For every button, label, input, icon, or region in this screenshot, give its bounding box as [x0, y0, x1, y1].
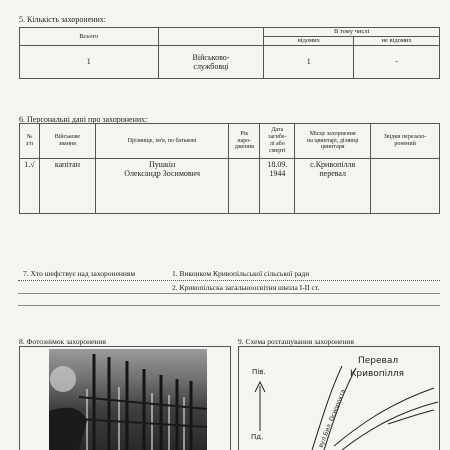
header-death [260, 124, 295, 159]
header-birth [229, 124, 260, 159]
header-category [158, 28, 264, 46]
section8-title: 8. Фотознімок захоронення [19, 337, 106, 346]
road-right-edge [324, 368, 356, 450]
given-names: Олександр Зосимович [124, 169, 200, 179]
header-place-l2: на цвинтарі, ділянці [306, 137, 359, 144]
cell-rank: капітан [39, 159, 95, 214]
cell-unknown: - [354, 46, 440, 79]
header-death-l1: Дата [271, 127, 284, 134]
river-edge-1 [334, 388, 434, 446]
death-year: 1944 [269, 169, 286, 179]
personal-data-table [19, 123, 440, 214]
cell-place [295, 159, 371, 214]
surname: Пушкін [148, 160, 176, 169]
header-total: Всього [20, 28, 159, 46]
cell-total: 1 [20, 46, 159, 79]
guardian-line-2 [18, 293, 440, 294]
header-rank-l1: Військове [54, 134, 81, 141]
section5-title: 5. Кількість захоронених: [19, 15, 107, 24]
sketch-village-label: Кривопілля [350, 369, 405, 379]
cell-category [158, 46, 264, 79]
fence-graphic [49, 349, 207, 450]
header-place-l1: Місце захорнення [309, 130, 356, 137]
header-place [295, 124, 371, 159]
header-including: В тому числі [264, 28, 440, 37]
sketch-road-label: вул.Бил. Осиорохта [317, 388, 348, 449]
place-village: с.Кривопілля [310, 160, 356, 169]
header-unknown: не відомих [354, 37, 440, 46]
category-line2: службовці [193, 62, 229, 71]
cell-reburial [371, 159, 440, 214]
category-line1: Військово- [192, 52, 230, 62]
cell-birth [229, 159, 260, 214]
guardian-1: 1. Виконком Кривопільської сільської ради [172, 269, 310, 278]
header-num [20, 124, 40, 159]
cell-name [95, 159, 229, 214]
header-name: Прізвище, ім'я, по батькові [95, 124, 229, 159]
header-reburial-l2: ронений [394, 141, 416, 147]
header-reburial-l1: Звідки перезахо- [383, 134, 427, 141]
header-num-l2: з/п [25, 141, 34, 147]
sketch-south-label: Пд. [251, 433, 264, 441]
section9-title: 9. Схема розташування захоронення [238, 337, 354, 346]
place-pass: перевал [319, 169, 347, 179]
death-date: 18.09. [267, 160, 288, 169]
header-rank [39, 124, 95, 159]
cell-death [260, 159, 295, 214]
section7-label: 7. Хто шефствує над захороненням [23, 269, 136, 278]
guardian-line-1 [18, 280, 440, 281]
header-known: відомих [264, 37, 354, 46]
header-reburial [371, 124, 440, 159]
sketch-pass-label: Перевал [358, 356, 399, 366]
header-rank-l2: звання [58, 141, 76, 147]
header-place-l3: цвинтаря [320, 144, 345, 151]
header-death-l2: загибе- [268, 134, 287, 141]
guardian-line-3 [18, 305, 440, 306]
guardian-2: 2. Кривопільска загальноосвітня школа І-ІІ ст. [172, 283, 320, 292]
header-num-l1: № [26, 134, 33, 141]
header-birth-l1: Рік [240, 130, 249, 137]
river-edge-2 [342, 402, 438, 450]
header-death-l3: лі або [269, 141, 285, 147]
header-death-l4: смерті [269, 147, 286, 154]
location-sketch [238, 346, 440, 450]
cell-num: 1.√ [20, 159, 40, 214]
cell-known: 1 [264, 46, 354, 79]
header-birth-l2: наро- [237, 137, 252, 144]
header-birth-l3: дження [234, 144, 254, 151]
section6-title: 6. Персональні дані про захоронених: [19, 115, 148, 124]
burial-photo [49, 349, 207, 450]
burial-count-table [19, 27, 440, 79]
sketch-north-label: Пів. [252, 368, 266, 376]
